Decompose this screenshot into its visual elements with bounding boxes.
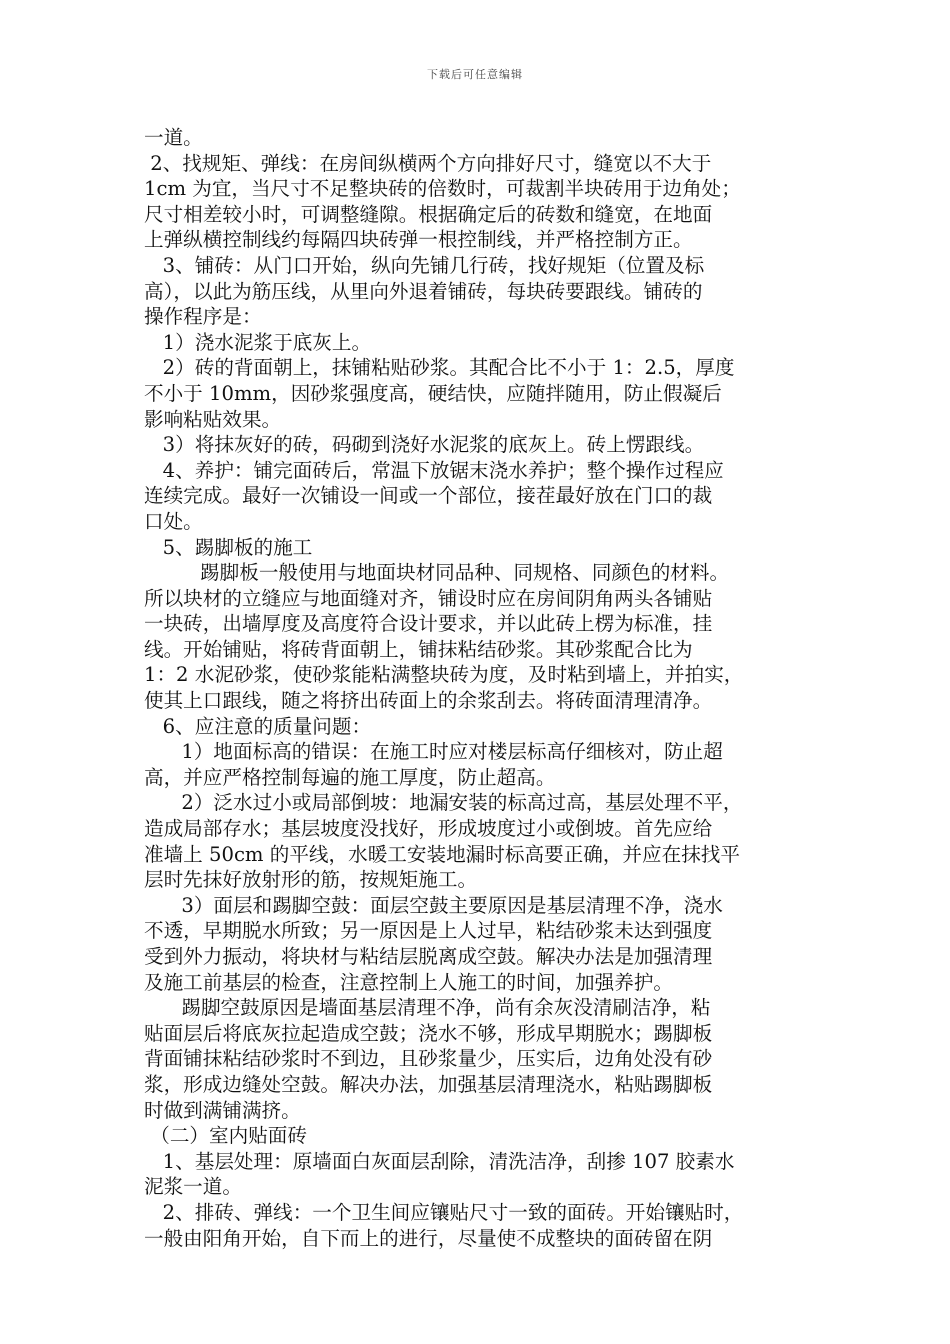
text-line: 上弹纵横控制线约每隔四块砖弹一根控制线，并严格控制方正。 [144, 228, 693, 252]
text-line: 浆，形成边缝处空鼓。解决办法，加强基层清理浇水，粘贴踢脚板 [144, 1072, 713, 1096]
text-line: 及施工前基层的检查，注意控制上人施工的时间，加强养护。 [144, 970, 674, 994]
text-line: 1：2 水泥砂浆，使砂浆能粘满整块砖为度，及时粘到墙上，并拍实， [144, 663, 744, 687]
text-line: 准墙上 50cm 的平线，水暖工安装地漏时标高要正确，并应在抹找平 [144, 842, 740, 866]
text-line: 不透，早期脱水所致；另一原因是上人过早，粘结砂浆未达到强度 [144, 919, 713, 943]
text-line: 5、踢脚板的施工 [144, 535, 313, 559]
text-line: 2）泛水过小或局部倒坡：地漏安装的标高过高，基层处理不平， [144, 791, 743, 815]
text-line: 不小于 10mm，因砂浆强度高，硬结快，应随拌随用，防止假凝后 [144, 381, 722, 405]
text-line: 1、基层处理：原墙面白灰面层刮除，清洗洁净，刮掺 107 胶素水 [144, 1149, 735, 1173]
text-line: 造成局部存水；基层坡度没找好，形成坡度过小或倒坡。首先应给 [144, 817, 713, 841]
text-line: 操作程序是： [144, 305, 262, 329]
text-line: 高，并应严格控制每遍的施工厚度，防止超高。 [144, 765, 556, 789]
text-line: 泥浆一道。 [144, 1175, 242, 1199]
text-line: 一块砖，出墙厚度及高度符合设计要求，并以此砖上楞为标准，挂 [144, 612, 713, 636]
text-line: 3）将抹灰好的砖，码砌到浇好水泥浆的底灰上。砖上愣跟线。 [144, 433, 705, 457]
text-line: 时做到满铺满挤。 [144, 1098, 301, 1122]
text-line: 一道。 [144, 126, 203, 149]
text-line: 2）砖的背面朝上，抹铺粘贴砂浆。其配合比不小于 1：2.5，厚度 [144, 356, 735, 380]
text-line: 1）地面标高的错误：在施工时应对楼层标高仔细核对，防止超 [144, 740, 723, 764]
text-line: 贴面层后将底灰拉起造成空鼓；浇水不够，形成早期脱水；踢脚板 [144, 1021, 713, 1045]
text-line: 1）浇水泥浆于底灰上。 [144, 330, 372, 354]
text-line: 踢脚空鼓原因是墙面基层清理不净，尚有余灰没清刷洁净，粘 [144, 996, 711, 1020]
text-line: 尺寸相差较小时，可调整缝隙。根据确定后的砖数和缝宽，在地面 [144, 202, 713, 226]
text-line: 背面铺抹粘结砂浆时不到边，且砂浆量少，压实后，边角处没有砂 [144, 1047, 713, 1071]
text-line: 一般由阳角开始，自下而上的进行，尽量使不成整块的面砖留在阴 [144, 1226, 713, 1250]
text-line: 2、排砖、弹线：一个卫生间应镶贴尺寸一致的面砖。开始镶贴时， [144, 1200, 744, 1224]
text-line: 4、养护：铺完面砖后，常温下放锯末浇水养护；整个操作过程应 [144, 458, 724, 482]
text-line: 6、应注意的质量问题： [144, 714, 372, 738]
text-line: 1cm 为宜，当尺寸不足整块砖的倍数时，可裁割半块砖用于边角处； [144, 177, 741, 201]
text-line: 线。开始铺贴，将砖背面朝上，铺抹粘结砂浆。其砂浆配合比为 [144, 637, 693, 661]
text-line: 层时先抹好放射形的筋，按规矩施工。 [144, 868, 478, 892]
document-body [144, 125, 810, 1251]
text-line: 影响粘贴效果。 [144, 407, 282, 431]
text-line: 受到外力振动，将块材与粘结层脱离成空鼓。解决办法是加强清理 [144, 945, 713, 968]
text-line: 所以块材的立缝应与地面缝对齐，铺设时应在房间阴角两头各铺贴 [144, 586, 713, 610]
text-line: 3）面层和踢脚空鼓：面层空鼓主要原因是基层清理不净，浇水 [144, 893, 723, 917]
text-line: 踢脚板一般使用与地面块材同品种、同规格、同颜色的材料。 [144, 561, 730, 585]
text-line: 高），以此为筋压线，从里向外退着铺砖，每块砖要跟线。铺砖的 [144, 279, 703, 303]
text-line: 3、铺砖：从门口开始，纵向先铺几行砖，找好规矩（位置及标 [144, 253, 705, 277]
text-line: 连续完成。最好一次铺设一间或一个部位，接茬最好放在门口的裁 [144, 484, 713, 508]
text-line: 使其上口跟线，随之将挤出砖面上的余浆刮去。将砖面清理清净。 [144, 689, 713, 713]
text-line: 口处。 [144, 509, 203, 533]
page-header: 下载后可任意编辑 [427, 68, 523, 81]
text-line: 2、找规矩、弹线：在房间纵横两个方向排好尺寸，缝宽以不大于 [144, 151, 712, 175]
text-line: （二）室内贴面砖 [144, 1124, 307, 1148]
